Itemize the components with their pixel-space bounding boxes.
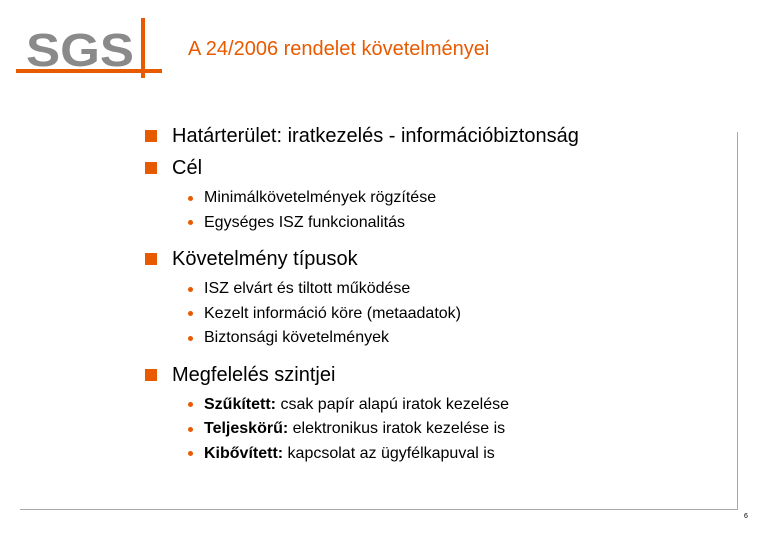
bottom-border-line (20, 509, 738, 510)
list-item (184, 302, 735, 327)
level-description: elektronikus iratok kezelése is (288, 420, 506, 437)
dot-bullet-icon (188, 287, 193, 292)
list-item-text: Minimálkövetelmények rögzítése (204, 189, 437, 206)
logo-text: SGS (26, 24, 134, 76)
dot-bullet-icon (188, 220, 193, 225)
bullet-label: Határterület: iratkezelés - információbiztonság (172, 125, 579, 147)
square-bullet-icon (145, 369, 157, 381)
bullet-goal (145, 154, 735, 182)
level-name: Szűkített: (204, 395, 276, 413)
bullet-requirement-types (145, 245, 735, 273)
bullet-boundary-area (145, 122, 735, 150)
dot-bullet-icon (188, 196, 193, 201)
page-number: 6 (744, 513, 748, 520)
right-border-line (737, 132, 738, 510)
list-item (184, 442, 735, 467)
list-item (184, 277, 735, 302)
sgs-logo (16, 18, 162, 78)
bullet-label: Cél (172, 157, 203, 179)
level-name: Kibővített: (204, 444, 284, 462)
dot-bullet-icon (188, 451, 193, 456)
dot-bullet-icon (188, 402, 193, 407)
dot-bullet-icon (188, 427, 193, 432)
square-bullet-icon (145, 253, 157, 265)
list-item (184, 326, 735, 351)
level-description: kapcsolat az ügyfélkapuval is (283, 444, 495, 462)
level-description: csak papír alapú iratok kezelése (276, 395, 510, 413)
square-bullet-icon (145, 162, 157, 174)
list-item-text: ISZ elvárt és tiltott működése (204, 280, 411, 297)
slide-content (145, 122, 735, 476)
bullet-label: Megfelelés szintjei (172, 363, 336, 386)
list-item-text: Biztonsági követelmények (204, 329, 389, 346)
list-item (184, 417, 735, 442)
sgs-logo-graphic (16, 18, 162, 78)
level-name: Teljeskörű: (204, 420, 289, 437)
dot-bullet-icon (188, 336, 193, 341)
slide-title: A 24/2006 rendelet követelményei (188, 38, 490, 60)
list-item (184, 211, 735, 236)
bullet-compliance-levels (145, 361, 735, 389)
list-item-text: Egységes ISZ funkcionalitás (204, 213, 405, 231)
goal-sublist (184, 186, 735, 235)
square-bullet-icon (145, 130, 157, 142)
compliance-levels-sublist (184, 393, 735, 467)
list-item (184, 393, 735, 418)
requirement-types-sublist (184, 277, 735, 351)
dot-bullet-icon (188, 311, 193, 316)
bullet-label: Követelmény típusok (172, 248, 358, 270)
list-item (184, 186, 735, 211)
list-item-text: Kezelt információ köre (metaadatok) (204, 304, 461, 322)
